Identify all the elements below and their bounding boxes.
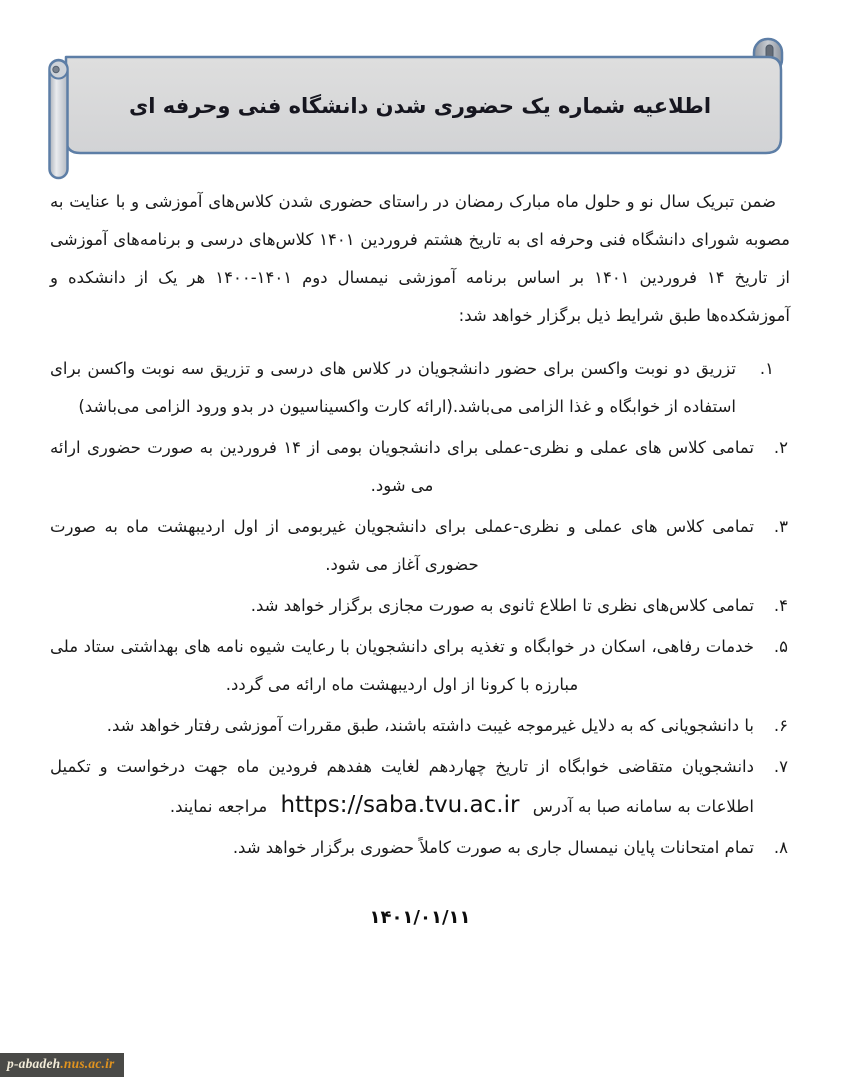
announcement-body	[50, 183, 790, 937]
list-item-7	[50, 748, 790, 826]
item-7-text-after: مراجعه نمایند.	[169, 797, 268, 816]
list-item-4	[50, 587, 790, 625]
item-3-text: تمامی کلاس های عملی و نظری-عملی برای دانشجویان غیربومی از اول اردیبهشت ماه به صورت حضوری آغاز می شود.	[50, 517, 754, 574]
item-2-number: ۲.	[773, 438, 788, 457]
item-4-number: ۴.	[773, 596, 788, 615]
item-8-text: تمام امتحانات پایان نیمسال جاری به صورت کاملاً حضوری برگزار خواهد شد.	[232, 838, 754, 857]
watermark-prefix: p-abadeh	[7, 1056, 61, 1071]
item-8-number: ۸.	[773, 838, 788, 857]
item-5-number: ۵.	[773, 637, 788, 656]
saba-portal-url: https://saba.tvu.ac.ir	[280, 792, 520, 818]
watermark	[0, 1053, 124, 1077]
item-1-number: ۱.	[759, 359, 774, 378]
item-4-text: تمامی کلاس‌های نظری تا اطلاع ثانوی به صورت مجازی برگزار خواهد شد.	[250, 596, 754, 615]
scroll-left-roll	[50, 60, 68, 178]
item-7-number: ۷.	[773, 757, 788, 776]
watermark-suffix: .nus.ac.ir	[60, 1056, 115, 1071]
list-item-6	[50, 707, 790, 745]
intro-paragraph: ضمن تبریک سال نو و حلول ماه مبارک رمضان در راستای حضوری شدن کلاس‌های آموزشی و با عنایت به مصوبه شورای دانشگاه فنی وحرفه ای به تاریخ هشتم فروردین ۱۴۰۱ کلاس‌های درسی و برنامه‌های آموزشی از تاریخ ۱۴ فروردین ۱۴۰۱ بر اساس برنامه آموزشی نیمسال دوم ۱۴۰۱-۱۴۰۰ هر یک از دانشکده و آموزشکده‌ها طبق شرایط ذیل برگزار خواهد شد:	[50, 192, 791, 325]
item-5-text: خدمات رفاهی، اسکان در خوابگاه و تغذیه برای دانشجویان با رعایت شیوه نامه های بهداشتی ستاد ملی مبارزه با کرونا از اول اردیبهشت ماه ارائه می گردد.	[50, 637, 754, 694]
item-3-number: ۳.	[773, 517, 788, 536]
item-6-text: با دانشجویانی که به دلایل غیرموجه غیبت داشته باشند، طبق مقررات آموزشی رفتار خواهد شد.	[106, 716, 754, 735]
item-2-text: تمامی کلاس های عملی و نظری-عملی برای دانشجویان بومی از ۱۴ فروردین به صورت حضوری ارائه می شود.	[50, 438, 754, 495]
banner-title: اطلاعیه شماره یک حضوری شدن دانشگاه فنی وحرفه ای	[128, 94, 712, 118]
list-item-2	[50, 429, 790, 505]
issue-date: ۱۴۰۱/۰۱/۱۱	[369, 907, 471, 928]
item-1-text: تزریق دو نوبت واکسن برای حضور دانشجویان در کلاس های درسی و تزریق سه نوبت واکسن برای استفاده از خوابگاه و غذا الزامی می‌باشد.(ارائه کارت واکسیناسیون در بدو ورود الزامی می‌باشد)	[50, 359, 736, 416]
list-item-3	[50, 508, 790, 584]
list-item-8	[50, 829, 790, 867]
item-7-text-before: دانشجویان متقاضی خوابگاه از تاریخ چهاردهم لغایت هفدهم فرودین ماه جهت درخواست و تکمیل اطلاعات به سامانه صبا به آدرس	[50, 757, 754, 816]
item-6-number: ۶.	[773, 716, 788, 735]
list-item-5	[50, 628, 790, 704]
list-item-1	[50, 350, 790, 426]
